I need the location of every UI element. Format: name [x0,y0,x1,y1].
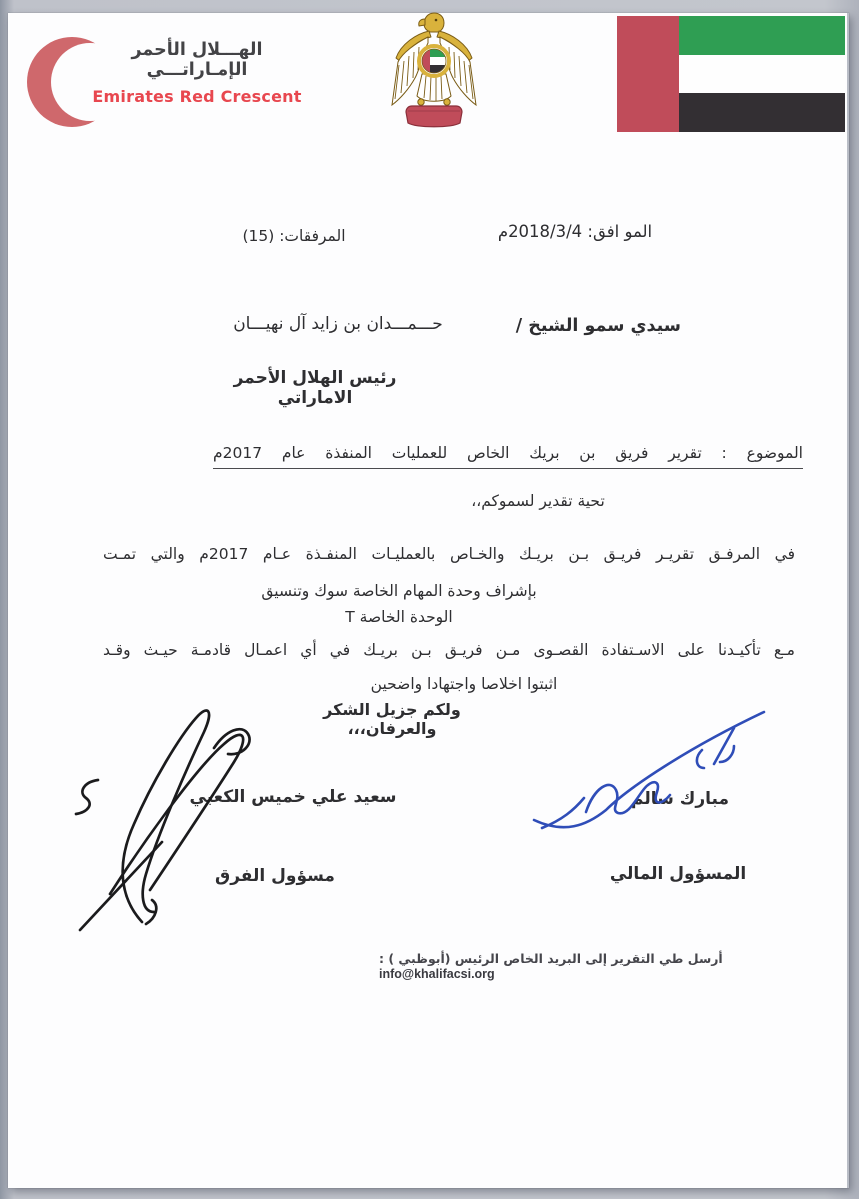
signatory-name-teams: سعيد علي خميس الكعبي [189,787,397,807]
org-name-english: Emirates Red Crescent [92,87,302,106]
footer-note-text: أرسل طي التقرير إلى البريد الخاص الرئيس (أبوظبي ) : [379,951,723,966]
flag-red-stripe [617,16,679,132]
body-paragraph1-line1: في المرفـق تقريـر فريـق بـن بريـك والخـاص بالعمليـات المنفـذة عـام 2017م والتي تمـت [103,545,795,563]
handwritten-signature-blue [528,704,770,846]
attachments-line: المرفقات: (15) [242,227,346,245]
flag-white-band [679,55,845,94]
date-line: المو افق: 2018/3/4م [497,222,653,241]
greeting-line: تحية تقدير لسموكم،، [471,492,605,510]
footer-note [379,951,799,981]
recipient-title: رئيس الهلال الأحمر الاماراتي [233,368,397,408]
footer-email: info@khalifacsi.org [379,967,495,981]
flag-green-band [679,16,845,55]
signatory-title-teams: مسؤول الفرق [215,866,335,886]
signatory-name-financial: مبارك سالم [631,789,729,809]
recipient-salutation: سيدي سمو الشيخ / [515,316,681,336]
closing-line: ولكم جزيل الشكر والعرفان،،، [323,700,461,738]
erc-logo-text [90,40,304,106]
uae-falcon-emblem-icon [388,10,480,134]
body-paragraph1-line2: بإشراف وحدة المهام الخاصة سوك وتنسيق الوحدة الخاصة T [261,582,537,626]
signatory-title-financial: المسؤول المالي [609,864,747,884]
handwritten-signature-black [46,684,284,932]
org-name-arabic: الهـــلال الأحمر الإمـاراتـــي [131,40,263,80]
body-paragraph2-line2: اثبتوا اخلاصا واجتهادا واضحين [370,675,558,693]
recipient-name: حـــمـــدان بن زايد آل نهيـــان [233,314,443,334]
uae-flag-image [617,16,845,132]
subject-line: الموضوع : تقرير فريق بن بريك الخاص للعمليات المنفذة عام 2017م [213,444,803,469]
flag-black-band [679,93,845,132]
body-paragraph2-line1: مـع تأكيـدنا على الاسـتفادة القصـوى مـن فريـق بـن بريـك في أي اعمـال قادمـة حيـث وقـد [103,641,795,659]
